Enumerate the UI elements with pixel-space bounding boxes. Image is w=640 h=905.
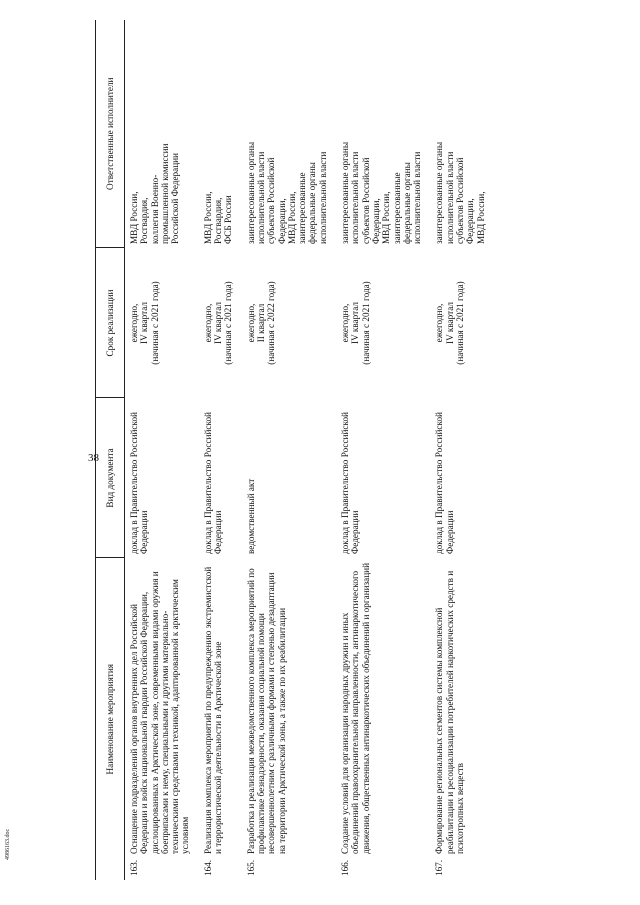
row-name: Оснащение подразделений органов внутренних дел Российской Федерации и войск национальной гвардии Российской Федерации, дислоцированных в Арктической зоне, современными видами оружия и боеприпасами к нему, специальными и другими материально-техническими средствами и техникой, адаптированной к арктическим условиям [129, 571, 191, 854]
row-number: 165. [245, 859, 256, 876]
document-footer: 4986163.doc [5, 828, 11, 860]
table-row [125, 20, 199, 880]
row-resp: заинтересованные органы исполнительной власти субъектов Российской Федерации, МВД России, заинтересованные федеральные органы исполнительной власти [245, 141, 328, 244]
row-resp: заинтересованные органы исполнительной власти субъектов Российской Федерации, МВД России, заинтересованные федеральные органы исполнительной власти [340, 141, 423, 244]
row-resp: МВД России, Росгвардия, ФСБ России [202, 191, 234, 244]
row-number: 167. [434, 859, 445, 876]
measures-table [95, 20, 494, 880]
row-resp: МВД России, Росгвардия, коллегия Военно- промышленной комиссии Российской Федерации [129, 143, 181, 244]
table-row [199, 20, 242, 880]
rotated-table-container [95, 20, 605, 880]
row-name: Создание условий для организации народных дружин и иных объединений правоохранительной направленности, антинаркотического движения, общественных антинаркотических объединений и организаций [340, 563, 371, 854]
header-term: Срок реализации [96, 248, 125, 398]
row-doc: доклад в Правительство Российской Федерации [129, 412, 150, 554]
table-row [336, 20, 430, 880]
row-doc: доклад в Правительство Российской Федерации [202, 412, 224, 554]
row-resp: заинтересованные органы исполнительной власти субъектов Российской Федерации, МВД России, [434, 141, 486, 244]
row-term: ежегодно, IV квартал (начиная с 2021 года) [202, 281, 234, 365]
page-number: 38 [88, 452, 99, 464]
row-number: 163. [129, 859, 139, 876]
row-term: ежегодно, IV квартал (начиная с 2021 года) [434, 281, 466, 365]
row-number: 166. [340, 859, 351, 876]
row-doc: доклад в Правительство Российской Федерации [340, 412, 361, 554]
row-name: Реализация комплекса мероприятий по предупреждению экстремистской и террористической деятельности в Арктической зоне [202, 566, 224, 854]
header-doc: Вид документа [96, 398, 125, 558]
table-row [430, 20, 493, 880]
table-header-row [96, 20, 125, 880]
row-name: Формирование региональных сегментов системы комплексной реабилитации и ресоциализации потребителей наркотических средств и психотропных веществ [434, 570, 466, 854]
row-term: ежегодно, IV квартал (начиная с 2021 года) [340, 281, 371, 365]
table-row [242, 20, 336, 880]
row-doc: доклад в Правительство Российской Федерации [434, 412, 455, 554]
row-term: ежегодно, IV квартал (начиная с 2021 года) [129, 281, 160, 365]
row-doc: ведомственный акт [245, 478, 256, 554]
row-term: ежегодно, II квартал (начиная с 2022 года) [245, 281, 277, 365]
row-number: 164. [202, 859, 213, 876]
header-resp: Ответственные исполнители [96, 20, 125, 248]
header-name: Наименование мероприятия [96, 558, 125, 880]
row-name: Разработка и реализация межведомственного комплекса мероприятий по профилактике безнадзорности, оказания социальной помощи несовершеннолетним с различными формами и степенью дезадаптации на территории Арктической зоны, а также по их реабилитации [245, 568, 287, 854]
